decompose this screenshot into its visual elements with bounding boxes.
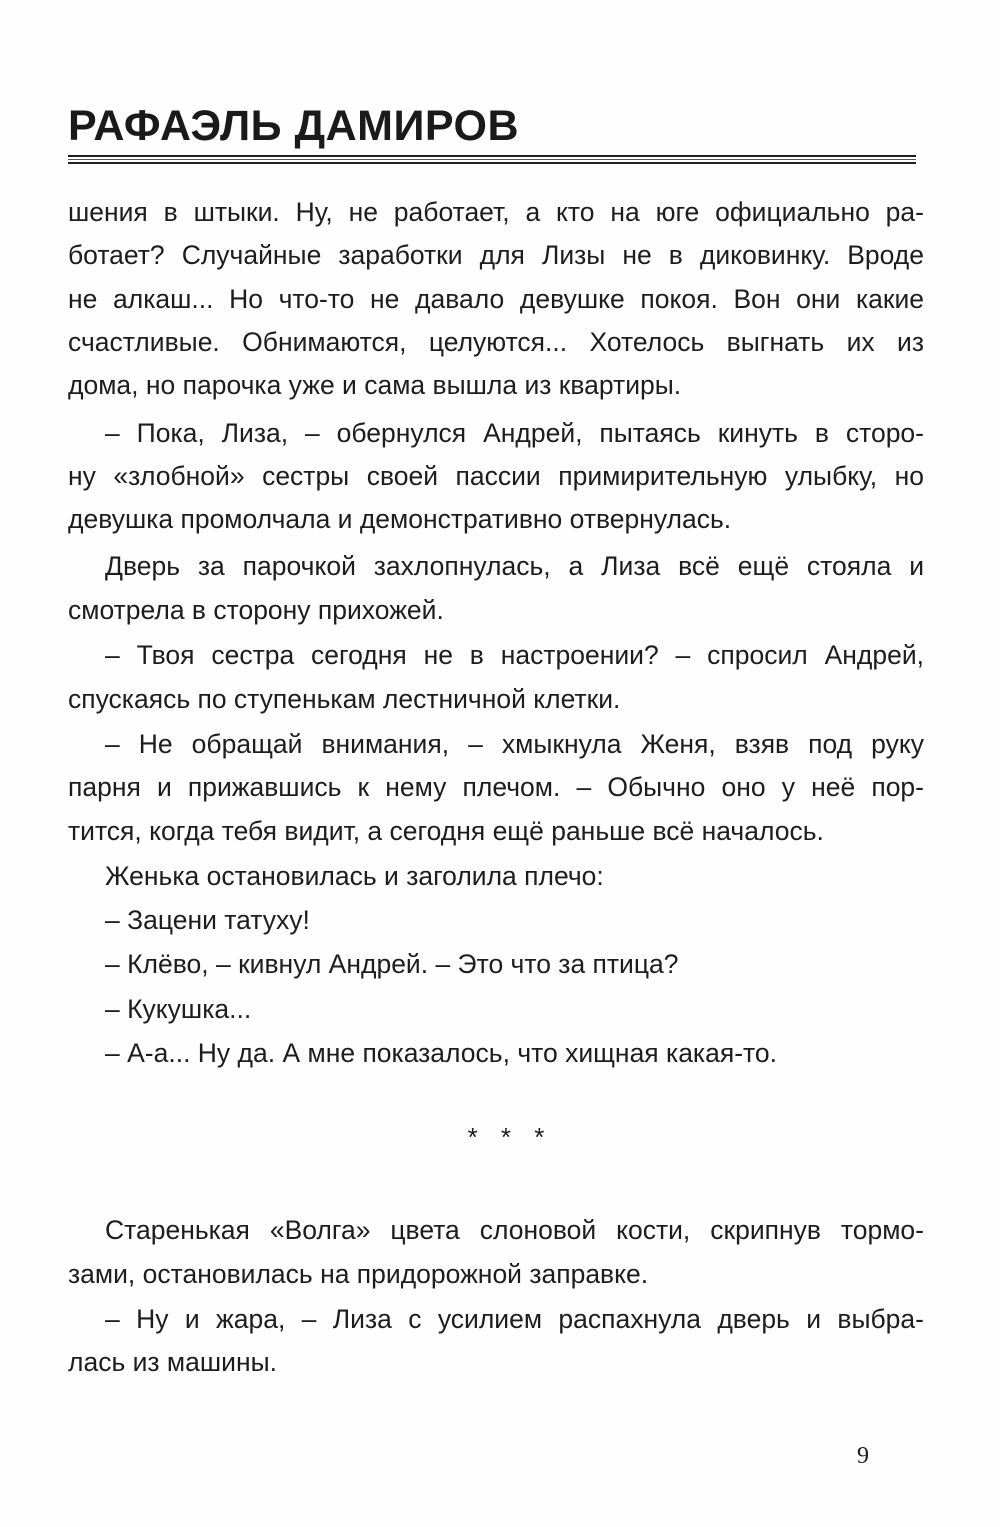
text-line: зами, остановилась на придорожной заправке.: [68, 1259, 649, 1289]
header-rule: [68, 159, 916, 160]
text-line: – А-а... Ну да. А мне показалось, что хищная какая-то.: [105, 1038, 777, 1068]
text-line: Старенькая «Волга» цвета слоновой кости, скрипнув тормо-: [105, 1215, 924, 1245]
text-line: шения в штыки. Ну, не работает, а кто на юге официально ра-: [68, 197, 924, 227]
text-line: – Кукушка...: [105, 994, 252, 1024]
text-line: счастливые. Обнимаются, целуются... Хотелось выгнать их из: [68, 327, 924, 357]
running-header-author: РАФАЭЛЬ ДАМИРОВ: [68, 102, 520, 150]
text-line: – Твоя сестра сегодня не в настроении? – спросил Андрей,: [105, 640, 924, 670]
text-line: – Клёво, – кивнул Андрей. – Это что за птица?: [105, 949, 679, 979]
text-line: – Зацени татуху!: [105, 905, 310, 935]
text-line: – Ну и жара, – Лиза с усилием распахнула дверь и выбра-: [105, 1304, 924, 1334]
text-line: Женька остановилась и заголила плечо:: [105, 861, 604, 891]
text-line: девушка промолчала и демонстративно отвернулась.: [68, 504, 732, 534]
page-number: 9: [857, 1443, 869, 1469]
header-rule: [68, 155, 916, 157]
section-separator: * * *: [467, 1122, 553, 1152]
text-line: лась из машины.: [68, 1347, 277, 1377]
text-line: – Не обращай внимания, – хмыкнула Женя, взяв под руку: [105, 729, 924, 759]
text-line: ну «злобной» сестры своей пассии примирительную улыбку, но: [68, 461, 924, 491]
text-line: смотрела в сторону прихожей.: [68, 595, 444, 625]
header-rule: [68, 162, 916, 164]
text-line: ботает? Случайные заработки для Лизы не в диковинку. Вроде: [68, 240, 924, 270]
text-line: дома, но парочка уже и сама вышла из квартиры.: [68, 370, 682, 400]
text-line: тится, когда тебя видит, а сегодня ещё раньше всё началось.: [68, 816, 824, 846]
text-line: парня и прижавшись к нему плечом. – Обычно оно у неё пор-: [68, 772, 924, 802]
text-line: – Пока, Лиза, – обернулся Андрей, пытаясь кинуть в сторо-: [105, 418, 924, 448]
text-line: Дверь за парочкой захлопнулась, а Лиза всё ещё стояла и: [105, 551, 924, 581]
text-line: не алкаш... Но что-то не давало девушке покоя. Вон они какие: [68, 284, 924, 314]
text-line: спускаясь по ступенькам лестничной клетки.: [68, 684, 621, 714]
